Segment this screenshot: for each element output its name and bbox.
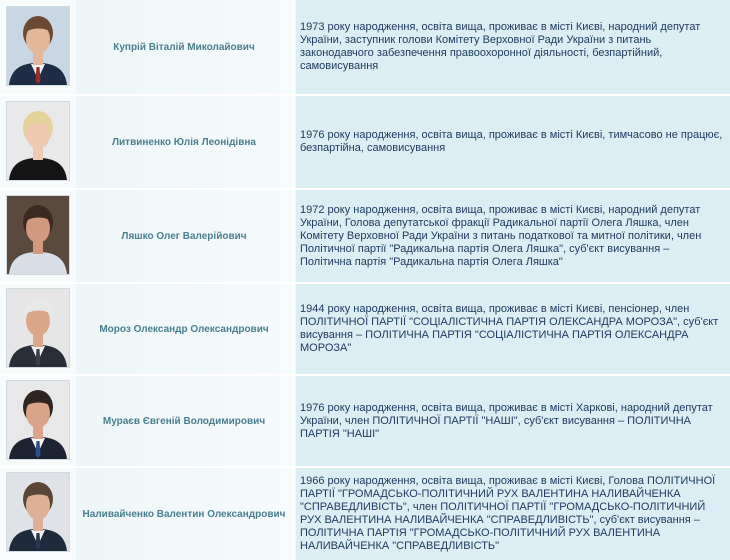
- candidate-photo: [6, 101, 70, 181]
- candidate-bio: 1976 року народження, освіта вища, проживає в місті Києві, тимчасово не працює, безпартійна, самовисування: [300, 129, 723, 154]
- candidate-row-nalyvaichenko: [0, 468, 730, 560]
- candidate-row-lyashko: [0, 190, 730, 284]
- bio-cell: [296, 468, 730, 560]
- bio-cell: [296, 190, 730, 282]
- candidate-row-kupriy: [0, 0, 730, 96]
- candidate-name: Литвиненко Юлія Леонідівна: [112, 136, 256, 148]
- candidate-row-moroz: [0, 284, 730, 376]
- bio-cell: [296, 284, 730, 374]
- candidate-photo: [6, 380, 70, 460]
- candidate-row-lytvynenko: [0, 96, 730, 190]
- photo-cell: [0, 376, 76, 466]
- name-cell: [76, 376, 294, 466]
- candidate-name: Мороз Олександр Олександрович: [99, 323, 269, 335]
- candidate-name: Купрій Віталій Миколайович: [113, 41, 255, 53]
- candidate-photo: [6, 472, 70, 552]
- candidate-photo: [6, 6, 70, 86]
- candidate-bio: 1973 року народження, освіта вища, проживає в місті Києві, народний депутат України, заступник голови Комітету Верховної Ради України з питань законодавчого забезпечення правоохоронної діяльності, безпартійний, самовисування: [300, 21, 701, 72]
- name-cell: [76, 96, 294, 188]
- candidate-name: Ляшко Олег Валерійович: [121, 230, 247, 242]
- name-cell: [76, 190, 294, 282]
- photo-cell: [0, 96, 76, 188]
- photo-cell: [0, 190, 76, 282]
- photo-cell: [0, 0, 76, 94]
- candidate-bio: 1944 року народження, освіта вища, проживає в місті Києві, пенсіонер, член ПОЛІТИЧНОЇ ПАРТІЇ "СОЦІАЛІСТИЧНА ПАРТІЯ ОЛЕКСАНДРА МОРОЗА", суб'єкт висування – ПОЛІТИЧНА ПАРТІЯ "СОЦІАЛІСТИЧНА ПАРТІЯ ОЛЕКСАНДРА МОРОЗА": [300, 303, 719, 354]
- name-cell: [76, 284, 294, 374]
- name-cell: [76, 468, 294, 560]
- candidate-name: Наливайченко Валентин Олександрович: [82, 508, 286, 520]
- candidate-bio: 1976 року народження, освіта вища, проживає в місті Харкові, народний депутат України, член ПОЛІТИЧНОЇ ПАРТІЇ "НАШІ", суб'єкт висування – ПОЛІТИЧНА ПАРТІЯ "НАШІ": [300, 401, 713, 440]
- candidate-bio: 1972 року народження, освіта вища, проживає в місті Києві, народний депутат України, Голова депутатської фракції Радикальної партії Олега Ляшка, член Комітету Верховної Ради України з питань податкової та митної політики, член Політичної партії "Радикальна партія Олега Ляшка", суб'єкт висування – Політична партія "Радикальна партія Олега Ляшка": [300, 203, 702, 268]
- name-cell: [76, 0, 294, 94]
- bio-cell: [296, 376, 730, 466]
- candidate-bio: 1966 року народження, освіта вища, проживає в місті Києві, Голова ПОЛІТИЧНОЇ ПАРТІЇ "ГРОМАДСЬКО-ПОЛІТИЧНИЙ РУХ ВАЛЕНТИНА НАЛИВАЙЧЕНКА "СПРАВЕДЛИВІСТЬ", член ПОЛІТИЧНОЇ ПАРТІЇ "ГРОМАДСЬКО-ПОЛІТИЧНИЙ РУХ ВАЛЕНТИНА НАЛИВАЙЧЕНКА "СПРАВЕДЛИВІСТЬ", суб'єкт висування – ПОЛІТИЧНА ПАРТІЯ "ГРОМАДСЬКО-ПОЛІТИЧНИЙ РУХ ВАЛЕНТИНА НАЛИВАЙЧЕНКА "СПРАВЕДЛИВІСТЬ": [300, 475, 716, 552]
- photo-cell: [0, 468, 76, 560]
- candidate-row-muraev: [0, 376, 730, 468]
- bio-cell: [296, 0, 730, 94]
- candidate-photo: [6, 195, 70, 275]
- bio-cell: [296, 96, 730, 188]
- photo-cell: [0, 284, 76, 374]
- candidate-name: Мураєв Євгеній Володимирович: [102, 415, 266, 427]
- candidate-photo: [6, 288, 70, 368]
